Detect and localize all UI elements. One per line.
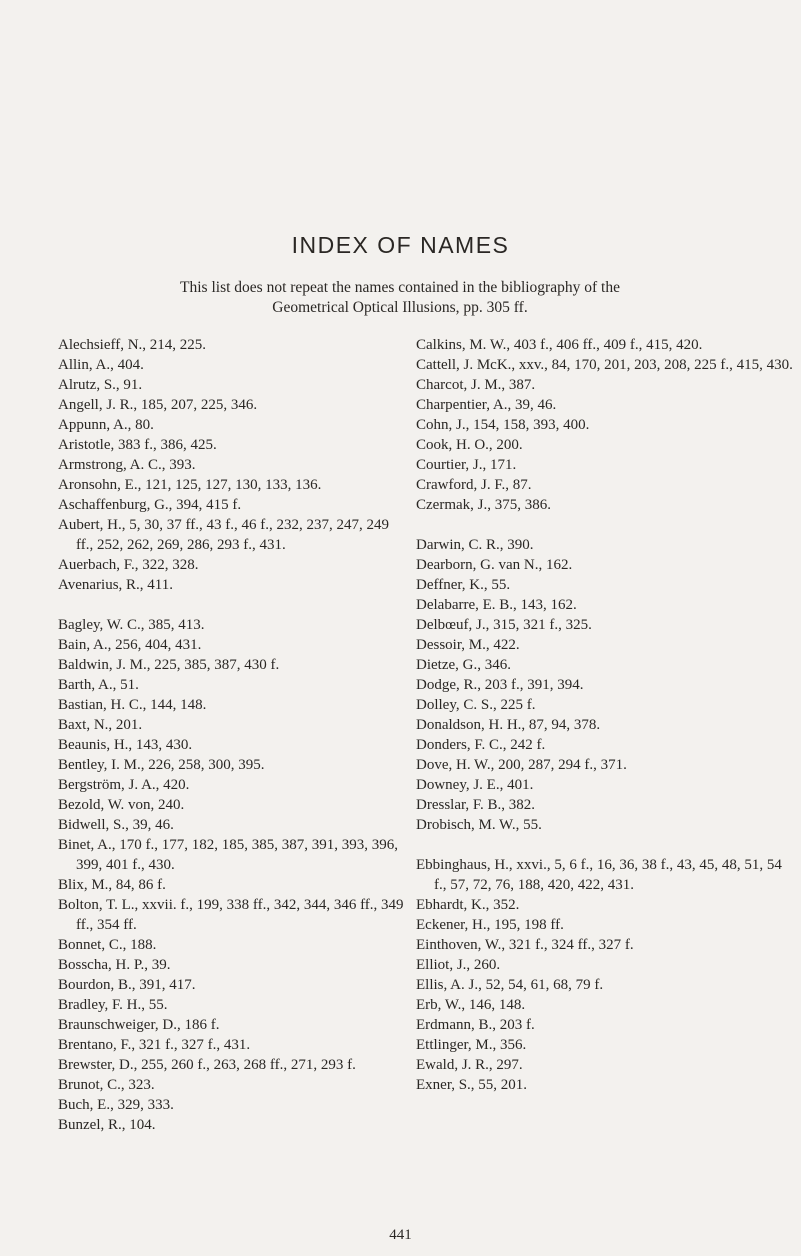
- index-entry: Dresslar, F. B., 382.: [416, 797, 536, 813]
- index-entry: Ebbinghaus, H., xxvi., 5, 6 f., 16, 36, 38 f., 43, 45, 48, 51, 54 f., 57, 72, 76, 188, 420, 422, 431.: [416, 857, 782, 893]
- index-entry: Downey, J. E., 401.: [416, 777, 534, 793]
- index-entry: Donaldson, H. H., 87, 94, 378.: [416, 717, 601, 733]
- index-entry: Binet, A., 170 f., 177, 182, 185, 385, 387, 391, 393, 396, 399, 401 f., 430.: [58, 837, 398, 873]
- index-entry: Baldwin, J. M., 225, 385, 387, 430 f.: [58, 657, 280, 673]
- index-entry: Darwin, C. R., 390.: [416, 537, 534, 553]
- index-entry: Allin, A., 404.: [58, 357, 144, 373]
- index-entry: Bentley, I. M., 226, 258, 300, 395.: [58, 757, 265, 773]
- index-entry: Bolton, T. L., xxvii. f., 199, 338 ff., 342, 344, 346 ff., 349 ff., 354 ff.: [58, 897, 404, 933]
- index-entry: Bonnet, C., 188.: [58, 937, 157, 953]
- index-entry: Bosscha, H. P., 39.: [58, 957, 171, 973]
- index-entry: Alrutz, S., 91.: [58, 377, 143, 393]
- index-entry: Bergström, J. A., 420.: [58, 777, 190, 793]
- index-entry: Ewald, J. R., 297.: [416, 1057, 523, 1073]
- index-entry: Ettlinger, M., 356.: [416, 1037, 527, 1053]
- letter-group: [58, 335, 408, 595]
- index-entry: Bradley, F. H., 55.: [58, 997, 168, 1013]
- letter-group: [58, 615, 408, 1135]
- index-entry: Donders, F. C., 242 f.: [416, 737, 546, 753]
- index-entry: Exner, S., 55, 201.: [416, 1077, 528, 1093]
- index-entry: Beaunis, H., 143, 430.: [58, 737, 193, 753]
- index-entry: Brentano, F., 321 f., 327 f., 431.: [58, 1037, 251, 1053]
- index-entry: Cattell, J. McK., xxv., 84, 170, 201, 203, 208, 225 f., 415, 430.: [416, 357, 793, 373]
- letter-group-divider: [58, 595, 408, 615]
- index-entry: Brunot, C., 323.: [58, 1077, 155, 1093]
- letter-group: [416, 855, 796, 1095]
- index-entry: Dolley, C. S., 225 f.: [416, 697, 536, 713]
- index-entry: Braunschweiger, D., 186 f.: [58, 1017, 220, 1033]
- index-entry: Bunzel, R., 104.: [58, 1117, 156, 1133]
- index-entry: Einthoven, W., 321 f., 324 ff., 327 f.: [416, 937, 634, 953]
- intro-line: Geometrical Optical Illusions, pp. 305 ff.: [272, 299, 528, 316]
- intro-line: This list does not repeat the names contained in the bibliography of the: [180, 279, 620, 296]
- index-entry: Elliot, J., 260.: [416, 957, 501, 973]
- index-entry: Delabarre, E. B., 143, 162.: [416, 597, 577, 613]
- index-entry: Erb, W., 146, 148.: [416, 997, 526, 1013]
- index-entry: Appunn, A., 80.: [58, 417, 154, 433]
- index-entry: Bezold, W. von, 240.: [58, 797, 185, 813]
- index-entry: Brewster, D., 255, 260 f., 263, 268 ff., 271, 293 f.: [58, 1057, 356, 1073]
- letter-group-divider: [416, 515, 796, 535]
- index-entry: Courtier, J., 171.: [416, 457, 517, 473]
- index-entry: Dodge, R., 203 f., 391, 394.: [416, 677, 584, 693]
- index-entry: Eckener, H., 195, 198 ff.: [416, 917, 564, 933]
- index-entry: Barth, A., 51.: [58, 677, 139, 693]
- index-entry: Bastian, H. C., 144, 148.: [58, 697, 207, 713]
- right-column: [416, 335, 796, 1095]
- index-entry: Drobisch, M. W., 55.: [416, 817, 542, 833]
- index-entry: Calkins, M. W., 403 f., 406 ff., 409 f., 415, 420.: [416, 337, 703, 353]
- index-entry: Dearborn, G. van N., 162.: [416, 557, 573, 573]
- index-entry: Dove, H. W., 200, 287, 294 f., 371.: [416, 757, 627, 773]
- index-entry: Bidwell, S., 39, 46.: [58, 817, 174, 833]
- index-entry: Dietze, G., 346.: [416, 657, 511, 673]
- index-entry: Alechsieff, N., 214, 225.: [58, 337, 207, 353]
- left-column: [58, 335, 408, 1135]
- index-entry: Aronsohn, E., 121, 125, 127, 130, 133, 136.: [58, 477, 322, 493]
- index-entry: Bain, A., 256, 404, 431.: [58, 637, 202, 653]
- index-entry: Cohn, J., 154, 158, 393, 400.: [416, 417, 590, 433]
- index-entry: Cook, H. O., 200.: [416, 437, 523, 453]
- index-entry: Aubert, H., 5, 30, 37 ff., 43 f., 46 f., 232, 237, 247, 249 ff., 252, 262, 269, 286, 293 f., 431.: [58, 517, 389, 553]
- index-entry: Auerbach, F., 322, 328.: [58, 557, 199, 573]
- index-entry: Czermak, J., 375, 386.: [416, 497, 551, 513]
- index-entry: Blix, M., 84, 86 f.: [58, 877, 166, 893]
- index-entry: Aschaffenburg, G., 394, 415 f.: [58, 497, 242, 513]
- index-entry: Ebhardt, K., 352.: [416, 897, 520, 913]
- intro-note: [80, 278, 720, 318]
- index-entry: Buch, E., 329, 333.: [58, 1097, 174, 1113]
- index-entry: Baxt, N., 201.: [58, 717, 143, 733]
- index-entry: Erdmann, B., 203 f.: [416, 1017, 535, 1033]
- index-entry: Charcot, J. M., 387.: [416, 377, 536, 393]
- letter-group: [416, 335, 796, 515]
- index-entry: Ellis, A. J., 52, 54, 61, 68, 79 f.: [416, 977, 604, 993]
- index-entry: Bourdon, B., 391, 417.: [58, 977, 196, 993]
- page-number: 441: [389, 1227, 412, 1243]
- page-title: INDEX OF NAMES: [291, 232, 510, 258]
- index-entry: Bagley, W. C., 385, 413.: [58, 617, 205, 633]
- letter-group-divider: [416, 835, 796, 855]
- index-entry: Charpentier, A., 39, 46.: [416, 397, 557, 413]
- index-entry: Angell, J. R., 185, 207, 225, 346.: [58, 397, 258, 413]
- index-entry: Deffner, K., 55.: [416, 577, 511, 593]
- index-entry: Armstrong, A. C., 393.: [58, 457, 196, 473]
- index-entry: Crawford, J. F., 87.: [416, 477, 532, 493]
- index-entry: Avenarius, R., 411.: [58, 577, 173, 593]
- index-entry: Aristotle, 383 f., 386, 425.: [58, 437, 217, 453]
- index-entry: Dessoir, M., 422.: [416, 637, 520, 653]
- letter-group: [416, 535, 796, 835]
- index-entry: Delbœuf, J., 315, 321 f., 325.: [416, 617, 592, 633]
